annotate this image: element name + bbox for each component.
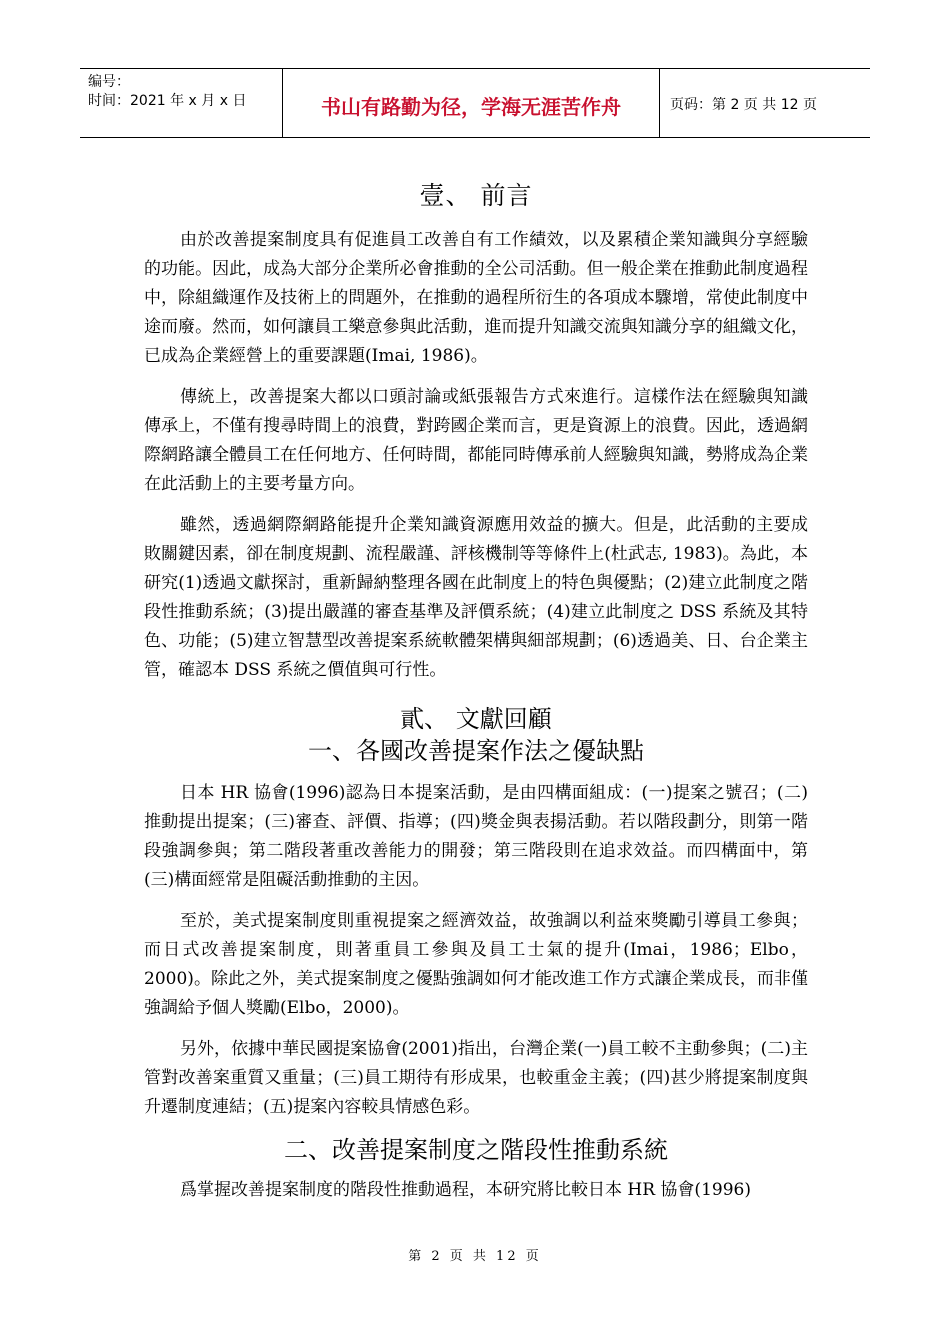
subsection-title-staged-system: 二、改善提案制度之階段性推動系統 bbox=[284, 1136, 668, 1164]
header-meta bbox=[80, 69, 283, 137]
header-motto: 书山有路勤为径，学海无涯苦作舟 bbox=[283, 69, 660, 137]
page-footer: 第 2 页 共 12 页 bbox=[408, 1249, 542, 1264]
page-header bbox=[80, 68, 870, 138]
paragraph: 至於，美式提案制度則重視提案之經濟效益，故強調以利益來獎勵引導員工參與；而日式改善提案制度，則著重員工參與及員工士氣的提升(Imai，1986；Elbo，2000)。除此之外，美式提案制度之優點強調如何才能改進工作方式讓企業成長，而非僅強調給予個人獎勵(Elbo，2000)。 bbox=[144, 911, 808, 1018]
document-number-label: 编号： bbox=[88, 74, 130, 90]
section-title-preface: 壹、 前言 bbox=[419, 181, 533, 210]
paragraph: 傳統上，改善提案大都以口頭討論或紙張報告方式來進行。這樣作法在經驗與知識傳承上，不僅有搜尋時間上的浪費，對跨國企業而言，更是資源上的浪費。因此，透過網際網路讓全體員工在任何地方、任何時間，都能同時傳承前人經驗與知識，勢將成為企業在此活動上的主要考量方向。 bbox=[144, 387, 808, 494]
paragraph: 爲掌握改善提案制度的階段性推動過程，本研究將比較日本 HR 協會(1996) bbox=[180, 1180, 751, 1200]
paragraph: 由於改善提案制度具有促進員工改善自有工作績效，以及累積企業知識與分享經驗的功能。因此，成為大部分企業所必會推動的全公司活動。但一般企業在推動此制度過程中，除組織運作及技術上的問題外，在推動的過程所衍生的各項成本驟增，常使此制度中途而廢。然而，如何讓員工樂意參與此活動，進而提升知識交流與知識分享的組織文化，已成為企業經營上的重要課題(Imai, 1986)。 bbox=[144, 230, 808, 366]
document-time-label: 时间：2021 年 x 月 x 日 bbox=[88, 93, 247, 109]
header-page-code: 页码：第 2 页 共 12 页 bbox=[670, 97, 817, 113]
paragraph: 雖然，透過網際網路能提升企業知識資源應用效益的擴大。但是，此活動的主要成敗關鍵因素，卻在制度規劃、流程嚴謹、評核機制等等條件上(杜武志, 1983)。為此，本研究(1)透過文獻探討，重新歸納整理各國在此制度上的特色與優點；(2)建立此制度之階段性推動系統；(3)提出嚴謹的審查基準及評價系統；(4)建立此制度之 DSS 系統及其特色、功能；(5)建立智慧型改善提案系統軟體架構與細部規劃；(6)透過美、日、台企業主管，確認本 DSS 系統之價值與可行性。 bbox=[144, 515, 808, 680]
section-title-literature-review: 貳、 文獻回顧 bbox=[400, 705, 552, 733]
document-body bbox=[144, 176, 808, 1217]
paragraph: 另外，依據中華民國提案協會(2001)指出，台灣企業(一)員工較不主動參與；(二)主管對改善案重質又重量；(三)員工期待有形成果，也較重金主義；(四)甚少將提案制度與升遷制度連結；(五)提案內容較具情感色彩。 bbox=[144, 1039, 808, 1117]
paragraph: 日本 HR 協會(1996)認為日本提案活動，是由四構面組成：(一)提案之號召；(二)推動提出提案；(三)審查、評價、指導；(四)獎金與表揚活動。若以階段劃分，則第一階段強調參與；第二階段著重改善能力的開發；第三階段則在追求效益。而四構面中，第(三)構面經常是阻礙活動推動的主因。 bbox=[144, 783, 808, 890]
subsection-title-comparison: 一、各國改善提案作法之優缺點 bbox=[308, 737, 644, 765]
